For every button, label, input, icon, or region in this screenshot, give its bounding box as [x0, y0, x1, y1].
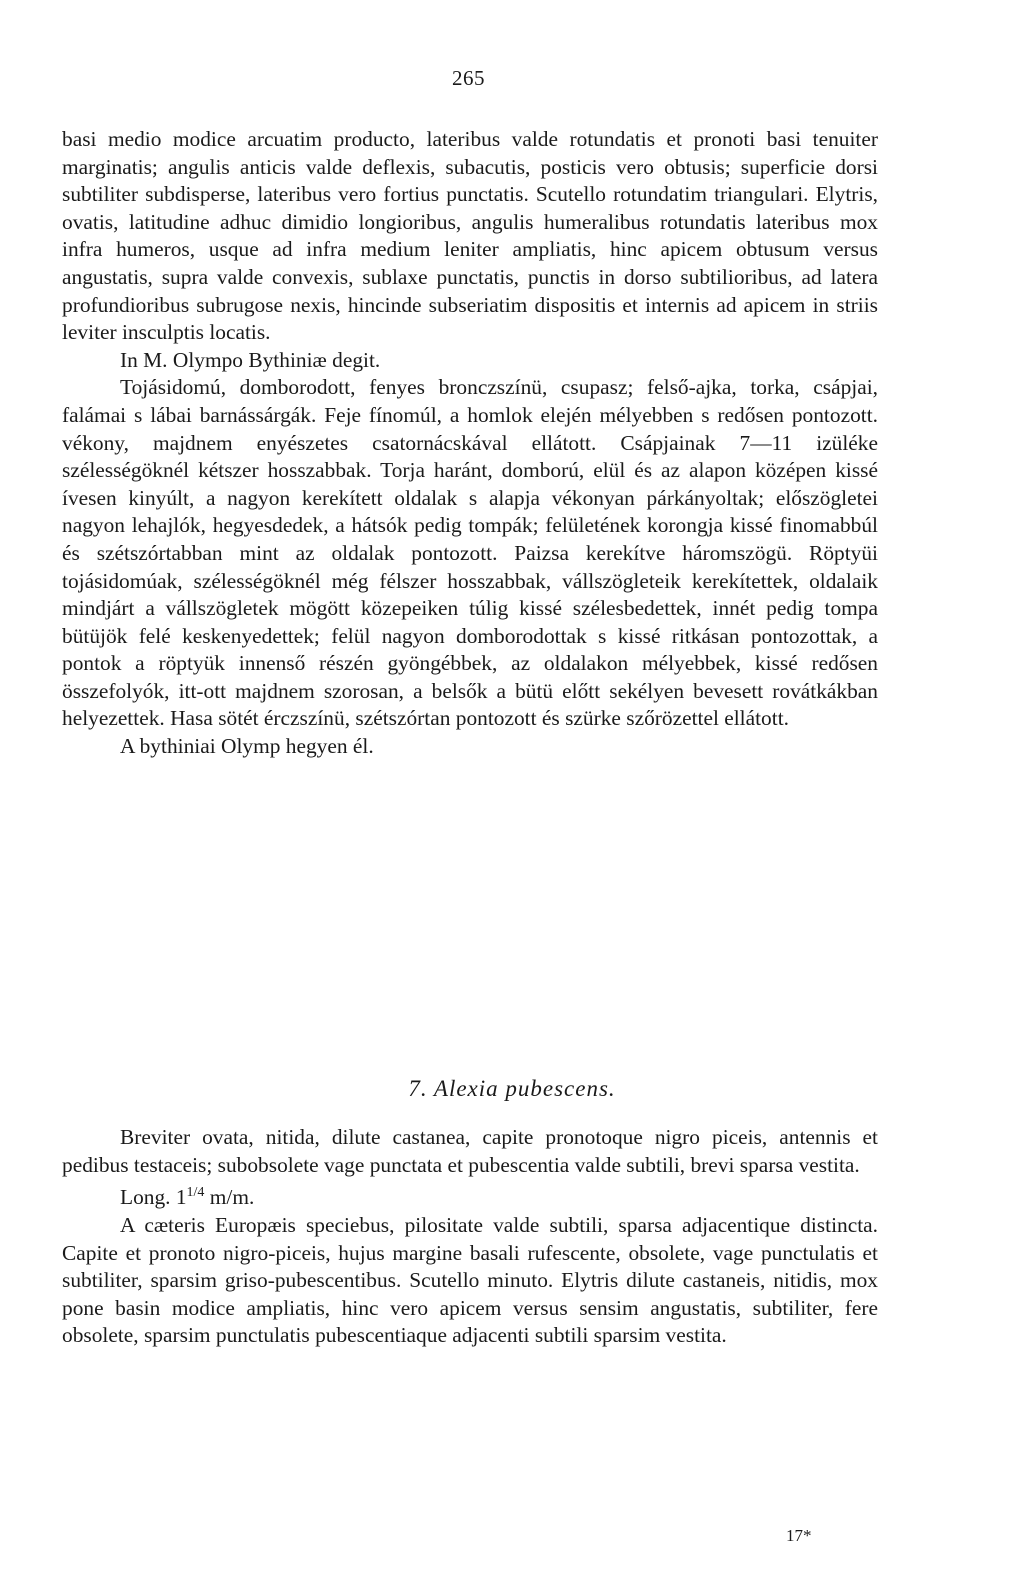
latin-description: basi medio modice arcuatim producto, lateribus valde rotundatis et pronoti basi tenuiter marginatis; angulis anticis valde deflexis, subacutis, posticis vero obtusis; superficie dorsi subtiliter subdisperse, lateribus vero fortius punctatis. Scutello rotundatim triangulari. Elytris, ovatis, latitudine adhuc dimidio longioribus, angulis humeralibus rotundatis lateribus mox infra humeros, usque ad infra medium leniter ampliatis, hinc apicem obtusum versus angustatis, supra valde convexis, sublaxe punctatis, punctis in dorso subtilioribus, ad latera profundioribus subrugose nexis, hincinde subseriatim dispositis et internis ad apicem in striis leviter insculptis locatis.: [62, 127, 878, 345]
locality-hungarian: A bythiniai Olymp hegyen él.: [120, 734, 374, 759]
description-block: [62, 126, 878, 761]
length-prefix: Long. 1: [120, 1185, 187, 1210]
species-description: A cæteris Europæis speciebus, pilositate valde subtili, sparsa adjacentique distincta. Capite et pronoto nigro-piceis, hujus margine basali rufescente, obsolete, vage punctulatis et subtiliter, sparsim griso-pubescentibus. Scutello minuto. Elytris dilute castaneis, nitidis, mox pone basin modice ampliatis, hinc vero apicem versus sensim angustatis, subtiliter, fere obsolete, sparsim punctulatis pubescentiaque adjacenti subtili sparsim vestita.: [62, 1212, 878, 1348]
page-number: 265: [452, 66, 485, 90]
species-length: [62, 1179, 878, 1212]
signature-mark: 17*: [786, 1526, 812, 1545]
species-diagnosis: Breviter ovata, nitida, dilute castanea, capite pronotoque nigro piceis, antennis et pedibus testaceis; subobsolete vage punctata et pubescentia valde subtili, brevi sparsa vestita.: [62, 1125, 878, 1177]
length-unit: m/m.: [209, 1185, 255, 1210]
species-heading: 7. Alexia pubescens.: [408, 1076, 616, 1101]
species-block: [62, 1124, 878, 1350]
hungarian-description: Tojásidomú, domborodott, fenyes bronczszínü, csupasz; felső-ajka, torka, csápjai, falámai s lábai barnássárgák. Feje fínomúl, a homlok elején mélyebben s redősen pontozott. vékony, majdnem enyészetes csatornácskával ellátott. Csápjainak 7—11 izüléke szélességöknél kétszer hosszabbak. Torja haránt, domború, elül és az alapon középen kissé ívesen kinyúlt, a nagyon kerekített oldalak s alapja vékonyan párkányoltak; előszögletei nagyon lehajlók, hegyesdedek, a hátsók pedig tompák; felületének korongja kissé finomabbúl és szétszórtabban mint az oldalak pontozott. Paizsa kerekítve háromszögü. Röptyüi tojásidomúak, szélességöknél még félszer hosszabbak, vállszögleteik kerekítettek, oldalaik mindjárt a vállszögletek mögött közepeiken túlig kissé szélesbedettek, innét pedig tompa bütüjök felé keskenyedettek; felül nagyon domborodottak s kissé ritkásan pontozottak, a pontok a röptyük innenső részén gyöngébbek, az oldalakon mélyebbek, kissé redősen összefolyók, itt-ott majdnem szorosan, a belsők a bütü előtt sekélyen bevesett rovátkákban helyezettek. Hasa sötét érczszínü, szétszórtan pontozott és szürke szőrözettel ellátott.: [62, 375, 878, 731]
length-fraction: 1/4: [186, 1185, 205, 1201]
locality-latin: In M. Olympo Bythiniæ degit.: [120, 347, 381, 372]
